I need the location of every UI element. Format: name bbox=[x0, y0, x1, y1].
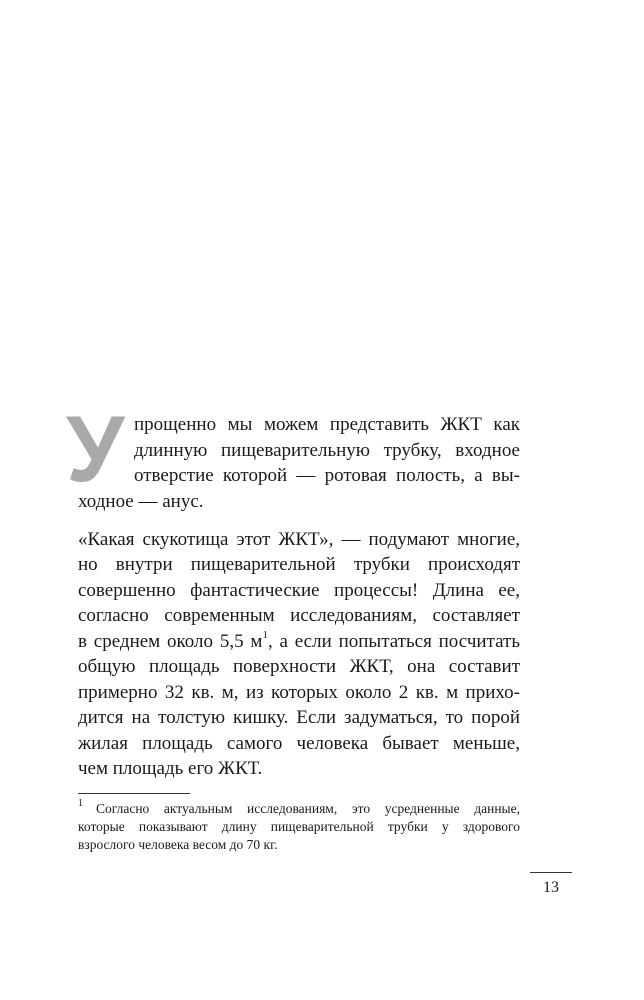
text-fragment: в среднем около 5,5 м bbox=[78, 631, 263, 652]
text-line: ходное — анус. bbox=[78, 491, 204, 512]
footnote-line: взрослого человека весом до 70 кг. bbox=[78, 837, 278, 852]
footnote-line: Согласно актуальным исследованиям, это усредненные данные, bbox=[96, 801, 520, 816]
footnote-reference[interactable]: 1 bbox=[262, 628, 268, 641]
text-line: согласно современным исследованиям, составляет bbox=[78, 605, 520, 626]
text-line: общую площадь поверхности ЖКТ, она составит bbox=[78, 656, 520, 677]
text-line: примерно 32 кв. м, из которых около 2 кв. м прихо- bbox=[78, 682, 520, 703]
text-line: отверстие которой — ротовая полость, а вы- bbox=[134, 465, 520, 486]
footnote-divider bbox=[78, 793, 190, 794]
footnote-line: которые показывают длину пищеварительной трубки у здорового bbox=[78, 819, 520, 834]
text-line: жилая площадь самого человека бывает меньше, bbox=[78, 733, 520, 754]
text-fragment: , а если попытаться посчитать bbox=[267, 631, 520, 652]
text-line-with-footnote bbox=[78, 630, 520, 654]
text-line: длинную пищеварительную трубку, входное bbox=[134, 440, 520, 461]
text-line: дится на толстую кишку. Если задуматься, то порой bbox=[78, 707, 520, 728]
text-line: совершенно фантастические процессы! Длина ее, bbox=[78, 580, 520, 601]
dropcap-letter: У bbox=[66, 396, 125, 501]
page-number: 13 bbox=[543, 879, 559, 896]
text-line: но внутри пищеварительной трубки происходят bbox=[78, 554, 520, 575]
text-line: чем площадь его ЖКТ. bbox=[78, 758, 263, 779]
footnote-marker: 1 bbox=[78, 798, 83, 809]
text-line: прощенно мы можем представить ЖКТ как bbox=[134, 414, 520, 435]
page-number-divider bbox=[530, 872, 572, 873]
text-line: «Какая скукотища этот ЖКТ», — подумают многие, bbox=[78, 529, 520, 550]
